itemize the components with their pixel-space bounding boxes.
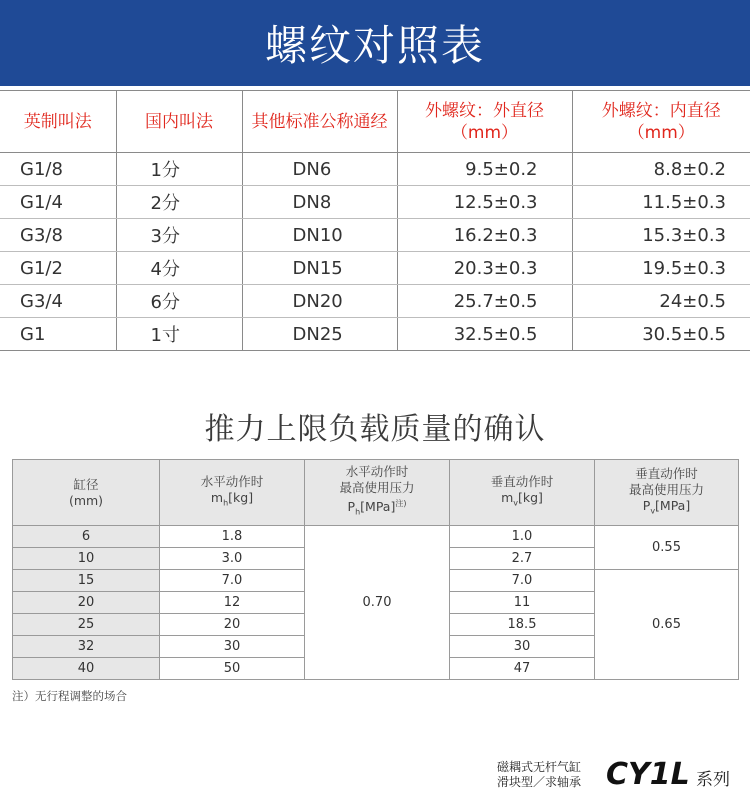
- header-mh-subscript: h: [223, 498, 229, 508]
- cell-mh: 30: [160, 636, 305, 658]
- cell-imperial: G1/8: [0, 153, 116, 186]
- cell-mh: 1.8: [160, 526, 305, 548]
- cell-bore: 15: [13, 570, 160, 592]
- cell-outer-dia: 32.5±0.5: [397, 318, 572, 351]
- cell-nominal: DN10: [242, 219, 397, 252]
- cell-inner-dia: 15.3±0.3: [572, 219, 750, 252]
- header-domestic-name: 国内叫法: [116, 91, 242, 153]
- table-row: [0, 219, 750, 252]
- header-vertical-pressure: [595, 460, 739, 526]
- cell-bore: 6: [13, 526, 160, 548]
- cell-imperial: G3/8: [0, 219, 116, 252]
- footer-line-1: 磁耦式无杆气缸: [497, 760, 582, 774]
- table-row: [0, 153, 750, 186]
- header-mv-subscript: v: [513, 498, 518, 508]
- cell-bore: 32: [13, 636, 160, 658]
- header-bore-line2: (mm): [68, 492, 104, 508]
- cell-domestic: 1寸: [116, 318, 242, 351]
- cell-nominal: DN15: [242, 252, 397, 285]
- header-inner-diameter: [572, 91, 750, 153]
- cell-mv: 1.0: [450, 526, 595, 548]
- cell-outer-dia: 25.7±0.5: [397, 285, 572, 318]
- header-pv-line1: 垂直动作时: [635, 465, 698, 481]
- thread-comparison-table: [0, 90, 750, 351]
- header-pv-line3: [595, 498, 738, 520]
- header-horizontal-mass: [160, 460, 305, 526]
- table-row: [0, 318, 750, 351]
- cell-mv: 2.7: [450, 548, 595, 570]
- cell-outer-dia: 12.5±0.3: [397, 186, 572, 219]
- cell-ph-value: 0.70: [305, 526, 450, 680]
- footer-description: [497, 760, 605, 790]
- header-mv-line1: 垂直动作时: [490, 473, 554, 489]
- header-ph-symbol: P: [347, 499, 356, 515]
- header-pv-subscript: v: [650, 506, 656, 516]
- header-ph-line3: [305, 496, 449, 521]
- footnote: 注）无行程调整的场合: [12, 689, 127, 703]
- page-title: 螺纹对照表: [264, 21, 485, 70]
- cell-imperial: G3/4: [0, 285, 116, 318]
- cell-domestic: 2分: [116, 186, 242, 219]
- footer-model-name: CY1L: [606, 757, 690, 792]
- header-pv-line2: 最高使用压力: [628, 481, 704, 497]
- cell-inner-dia: 24±0.5: [572, 285, 750, 318]
- cell-nominal: DN25: [242, 318, 397, 351]
- cell-domestic: 1分: [116, 153, 242, 186]
- header-pv-symbol: P: [642, 497, 651, 513]
- header-nominal-bore-text: 其他标准公称通经: [251, 111, 388, 132]
- table-row: [0, 252, 750, 285]
- header-mh-line1: 水平动作时: [200, 473, 264, 489]
- footer-line-2: 滑块型／求轴承: [497, 775, 582, 789]
- cell-imperial: G1/4: [0, 186, 116, 219]
- load-table-header: [13, 460, 739, 526]
- header-mv-line2: [450, 490, 594, 512]
- title-banner: [0, 0, 750, 86]
- cell-outer-dia: 20.3±0.3: [397, 252, 572, 285]
- header-ph-note-mark: 注): [395, 499, 407, 509]
- cell-nominal: DN20: [242, 285, 397, 318]
- cell-domestic: 3分: [116, 219, 242, 252]
- header-ph-subscript: h: [355, 507, 361, 517]
- header-mv-symbol: m: [501, 489, 514, 505]
- header-ph-unit: [MPa]: [360, 499, 396, 515]
- cell-inner-dia: 8.8±0.2: [572, 153, 750, 186]
- cell-mv: 18.5: [450, 614, 595, 636]
- thread-table-header: [0, 91, 750, 153]
- header-mh-line2: [160, 490, 304, 512]
- cell-mv: 7.0: [450, 570, 595, 592]
- cell-bore: 40: [13, 658, 160, 680]
- table-row: [0, 186, 750, 219]
- header-bore: [13, 460, 160, 526]
- cell-inner-dia: 30.5±0.5: [572, 318, 750, 351]
- cell-outer-dia: 9.5±0.2: [397, 153, 572, 186]
- cell-mv: 30: [450, 636, 595, 658]
- footer-series-label: 系列: [696, 770, 730, 790]
- cell-mv: 11: [450, 592, 595, 614]
- header-ph-line1: 水平动作时: [345, 464, 409, 480]
- cell-mh: 3.0: [160, 548, 305, 570]
- cell-nominal: DN6: [242, 153, 397, 186]
- cell-pv-large: 0.65: [595, 570, 739, 680]
- header-pv-unit: [MPa]: [655, 497, 691, 513]
- header-mh-symbol: m: [210, 489, 224, 505]
- table-row: [0, 285, 750, 318]
- load-mass-table: [12, 459, 739, 680]
- cell-mv: 47: [450, 658, 595, 680]
- header-mv-unit: [kg]: [517, 489, 543, 505]
- header-nominal-bore: [242, 91, 397, 153]
- header-vertical-mass: [450, 460, 595, 526]
- cell-imperial: G1: [0, 318, 116, 351]
- table-row: [13, 526, 739, 548]
- cell-domestic: 6分: [116, 285, 242, 318]
- cell-mh: 50: [160, 658, 305, 680]
- header-inner-diameter-text: 外螺纹：内直径（mm）: [601, 100, 721, 143]
- cell-inner-dia: 11.5±0.3: [572, 186, 750, 219]
- header-mh-unit: [kg]: [228, 489, 254, 505]
- cell-mh: 20: [160, 614, 305, 636]
- cell-outer-dia: 16.2±0.3: [397, 219, 572, 252]
- cell-nominal: DN8: [242, 186, 397, 219]
- cell-imperial: G1/2: [0, 252, 116, 285]
- header-ph-line2: 最高使用压力: [339, 480, 415, 496]
- cell-mh: 12: [160, 592, 305, 614]
- cell-bore: 20: [13, 592, 160, 614]
- cell-domestic: 4分: [116, 252, 242, 285]
- cell-inner-dia: 19.5±0.3: [572, 252, 750, 285]
- cell-bore: 10: [13, 548, 160, 570]
- cell-bore: 25: [13, 614, 160, 636]
- header-imperial-name: 英制叫法: [0, 91, 116, 153]
- header-bore-line1: 缸径: [73, 476, 99, 492]
- cell-pv-small: 0.55: [595, 526, 739, 570]
- load-section-title: 推力上限负载质量的确认: [204, 412, 546, 447]
- header-outer-diameter: [397, 91, 572, 153]
- cell-mh: 7.0: [160, 570, 305, 592]
- header-horizontal-pressure: [305, 460, 450, 526]
- header-outer-diameter-text: 外螺纹：外直径（mm）: [425, 100, 544, 143]
